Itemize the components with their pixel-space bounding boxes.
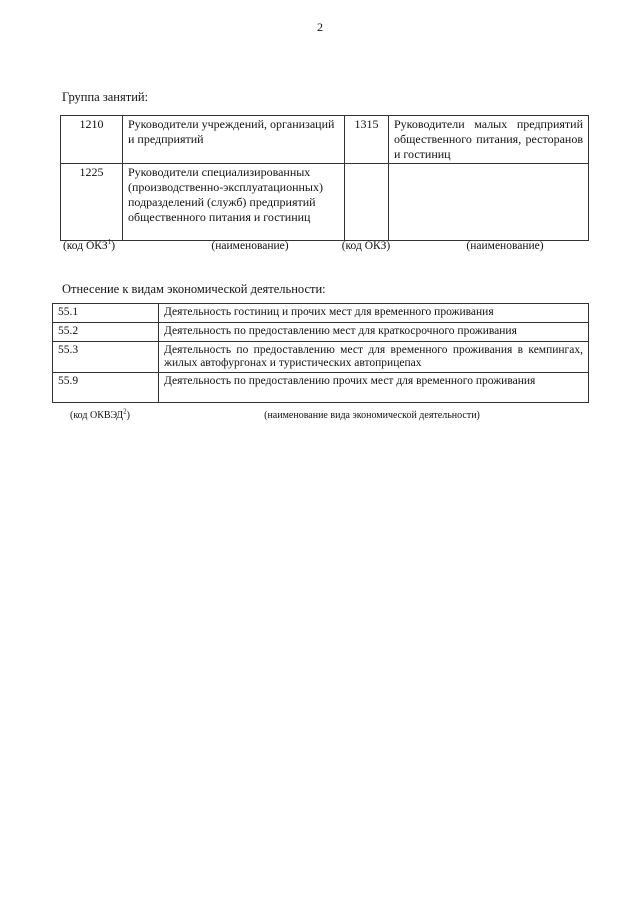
okz-code-cell: 1225 — [61, 164, 123, 241]
okz-name-cell: Руководители учреждений, организаций и предприятий — [123, 116, 345, 164]
okz-name-cell: Руководители малых предприятий общественного питания, ресторанов и гостиниц — [389, 116, 589, 164]
occupation-group-title: Группа занятий: — [62, 90, 149, 104]
table-row — [53, 323, 589, 342]
okved-name-caption: (наименование вида экономической деятельности) — [264, 410, 480, 421]
okved-name-cell: Деятельность гостиниц и прочих мест для временного проживания — [159, 304, 589, 323]
economic-activity-table — [52, 303, 589, 403]
okved-captions — [52, 407, 588, 424]
table-row — [53, 342, 589, 373]
okz-code-caption: (код ОКЗ$^1$) — [62, 238, 116, 252]
page-number: 2 — [317, 20, 323, 34]
okz-code-cell: 1315 — [345, 116, 389, 164]
okved-code-cell: 55.9 — [53, 373, 159, 403]
economic-activity-title: Отнесение к видам экономической деятельности: — [62, 282, 326, 296]
okved-code-cell: 55.1 — [53, 304, 159, 323]
okz-name-cell: Руководители специализированных (производственно-эксплуатационных) подразделений (служб) предприятий общественного питания и гостиниц — [123, 164, 345, 241]
okved-code-cell: 55.3 — [53, 342, 159, 373]
okved-code-cell: 55.2 — [53, 323, 159, 342]
okz-code-cell: 1210 — [61, 116, 123, 164]
okz-name-caption: (наименование) — [211, 240, 289, 252]
okved-name-cell: Деятельность по предоставлению мест для временного проживания в кемпингах, жилых автофургонах и туристических автоприцепах — [159, 342, 589, 373]
okz-name-caption: (наименование) — [466, 240, 544, 252]
okz-code-cell — [345, 164, 389, 241]
table-row — [53, 373, 589, 403]
okved-code-caption: (код ОКВЭД$^2$) — [70, 407, 130, 421]
okz-code-caption: (код ОКЗ) — [341, 240, 391, 252]
okz-name-cell — [389, 164, 589, 241]
okved-name-cell: Деятельность по предоставлению прочих мест для временного проживания — [159, 373, 589, 403]
table-row — [61, 164, 589, 241]
table-row — [61, 116, 589, 164]
okved-name-cell: Деятельность по предоставлению мест для краткосрочного проживания — [159, 323, 589, 342]
table-row — [53, 304, 589, 323]
occupation-group-table — [60, 115, 589, 241]
okz-captions — [60, 240, 588, 272]
